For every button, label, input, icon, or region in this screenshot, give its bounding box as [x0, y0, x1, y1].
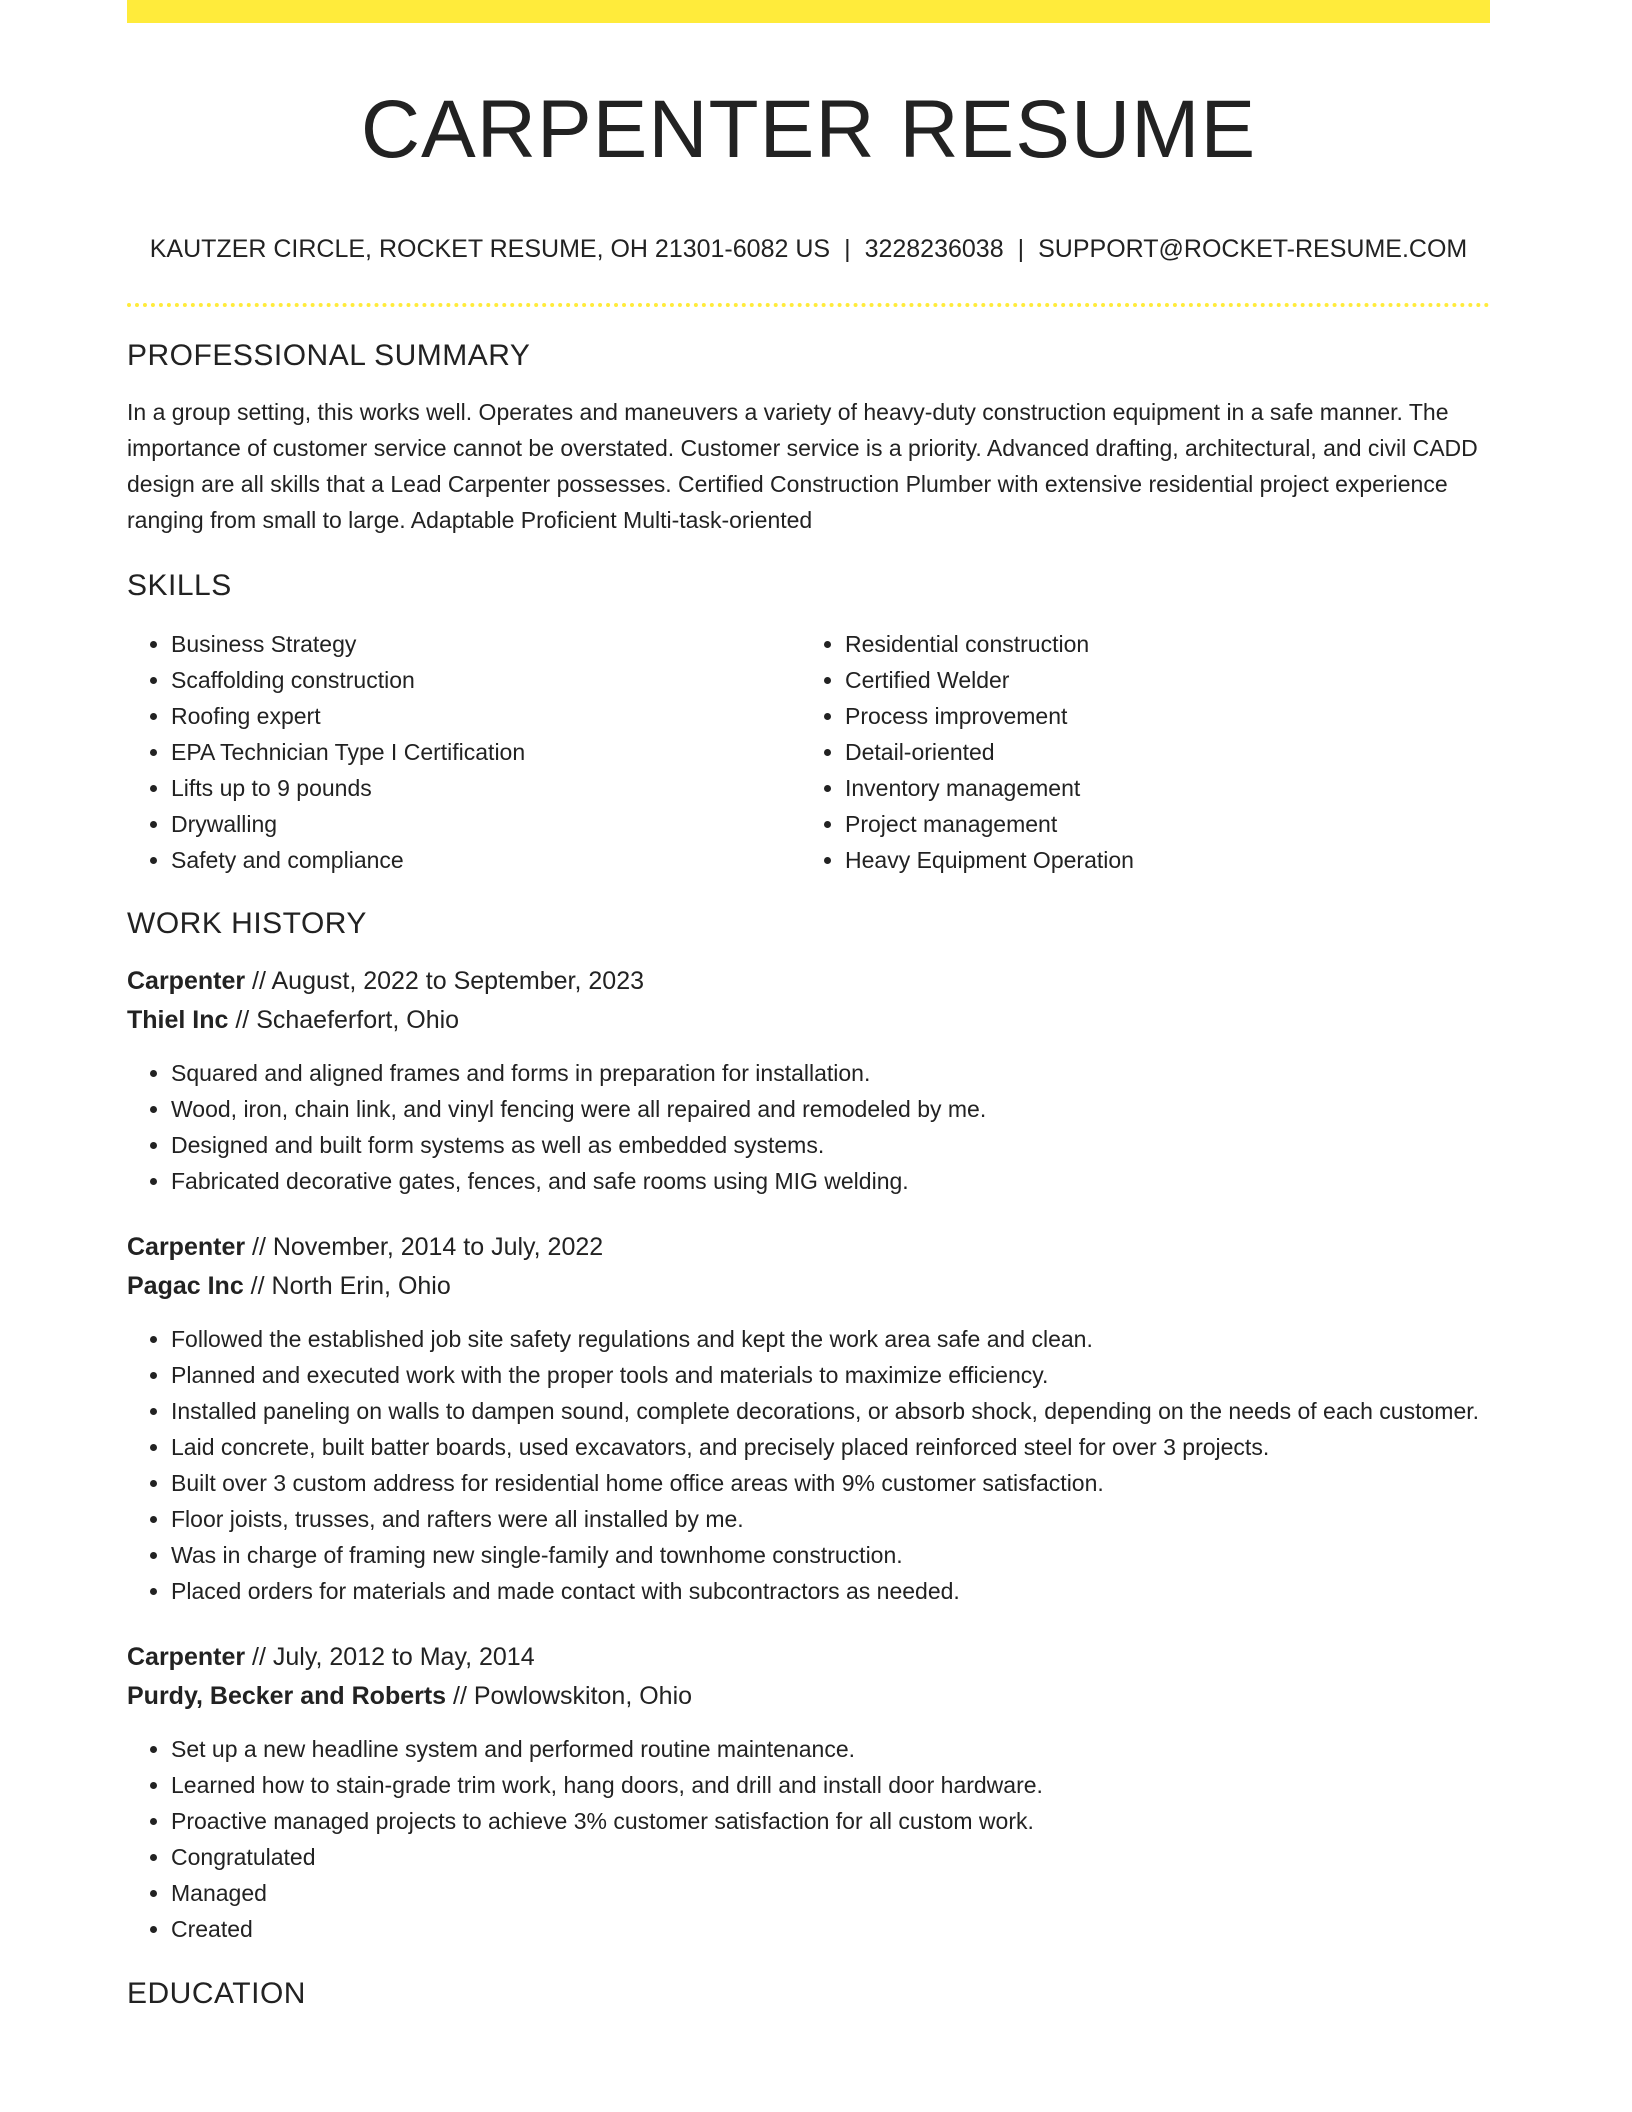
- job-company: Thiel Inc: [127, 1006, 229, 1034]
- resume-content: [127, 0, 1490, 2014]
- job-bullet: • Planned and executed work with the proper tools and materials to maximize efficiency.: [171, 1357, 1490, 1393]
- job-bullets: [127, 1731, 1490, 1947]
- job-bullet: • Congratulated: [171, 1839, 1490, 1875]
- contact-email: SUPPORT@ROCKET-RESUME.COM: [1038, 235, 1468, 263]
- job-entry: [127, 1638, 1490, 1947]
- job-bullet: • Managed: [171, 1875, 1490, 1911]
- skill-item: • Roofing expert: [171, 698, 801, 734]
- contact-separator: |: [1017, 235, 1025, 263]
- skill-item: • Inventory management: [845, 770, 1475, 806]
- contact-address: KAUTZER CIRCLE, ROCKET RESUME, OH 21301-6082 US: [149, 235, 831, 263]
- work-history-heading: WORK HISTORY: [127, 907, 367, 940]
- job-title-line: [127, 962, 1490, 1001]
- job-location: // Schaeferfort, Ohio: [228, 1006, 460, 1034]
- skill-item: • EPA Technician Type I Certification: [171, 734, 801, 770]
- job-location: // North Erin, Ohio: [243, 1272, 451, 1300]
- skill-item: • Project management: [845, 806, 1475, 842]
- skills-list-left: [127, 626, 801, 878]
- skill-item: • Certified Welder: [845, 662, 1475, 698]
- job-dates: // July, 2012 to May, 2014: [245, 1643, 535, 1671]
- job-dates: // November, 2014 to July, 2022: [245, 1233, 604, 1261]
- job-bullet: • Squared and aligned frames and forms in preparation for installation.: [171, 1055, 1490, 1091]
- job-bullet: • Set up a new headline system and performed routine maintenance.: [171, 1731, 1490, 1767]
- skill-item: • Heavy Equipment Operation: [845, 842, 1475, 878]
- job-dates: // August, 2022 to September, 2023: [245, 967, 644, 995]
- dotted-divider: [127, 303, 1490, 307]
- skill-item: • Lifts up to 9 pounds: [171, 770, 801, 806]
- job-bullet: • Fabricated decorative gates, fences, and safe rooms using MIG welding.: [171, 1163, 1490, 1199]
- job-company-line: [127, 1677, 1490, 1716]
- contact-separator: |: [844, 235, 851, 263]
- job-company-line: [127, 1001, 1490, 1040]
- job-location: // Powlowskiton, Ohio: [446, 1682, 693, 1710]
- skill-item: • Business Strategy: [171, 626, 801, 662]
- skill-item: • Process improvement: [845, 698, 1475, 734]
- skills-heading: SKILLS: [127, 569, 232, 602]
- skill-item: • Scaffolding construction: [171, 662, 801, 698]
- job-company: Purdy, Becker and Roberts: [127, 1682, 447, 1710]
- skills-columns: [127, 626, 1490, 878]
- job-bullet: • Installed paneling on walls to dampen sound, complete decorations, or absorb shock, depending on the needs of each customer.: [171, 1393, 1490, 1429]
- job-bullet: • Proactive managed projects to achieve 3% customer satisfaction for all custom work.: [171, 1803, 1490, 1839]
- contact-phone: 3228236038: [864, 235, 1004, 263]
- job-bullet: • Designed and built form systems as well as embedded systems.: [171, 1127, 1490, 1163]
- skill-item: • Residential construction: [845, 626, 1475, 662]
- job-bullet: • Built over 3 custom address for residential home office areas with 9% customer satisfaction.: [171, 1465, 1490, 1501]
- job-bullet: • Floor joists, trusses, and rafters were all installed by me.: [171, 1501, 1490, 1537]
- job-bullets: [127, 1321, 1490, 1609]
- job-bullet: • Wood, iron, chain link, and vinyl fencing were all repaired and remodeled by me.: [171, 1091, 1490, 1127]
- job-bullet: • Placed orders for materials and made contact with subcontractors as needed.: [171, 1573, 1490, 1609]
- job-bullet: • Laid concrete, built batter boards, used excavators, and precisely placed reinforced steel for over 3 projects.: [171, 1429, 1490, 1465]
- job-entry: [127, 962, 1490, 1199]
- skill-item: • Detail-oriented: [845, 734, 1475, 770]
- job-bullet: • Was in charge of framing new single-family and townhome construction.: [171, 1537, 1490, 1573]
- job-title: Carpenter: [127, 967, 246, 995]
- skill-item: • Safety and compliance: [171, 842, 801, 878]
- contact-line: [127, 233, 1490, 265]
- job-company-line: [127, 1267, 1490, 1306]
- job-title: Carpenter: [127, 1233, 246, 1261]
- job-company: Pagac Inc: [127, 1272, 244, 1300]
- skill-item: • Drywalling: [171, 806, 801, 842]
- job-title-line: [127, 1228, 1490, 1267]
- job-bullet: • Followed the established job site safety regulations and kept the work area safe and clean.: [171, 1321, 1490, 1357]
- summary-heading: PROFESSIONAL SUMMARY: [127, 339, 531, 372]
- education-heading: EDUCATION: [127, 1977, 306, 2010]
- job-bullet: • Created: [171, 1911, 1490, 1947]
- resume-title: CARPENTER RESUME: [360, 84, 1257, 175]
- job-title-line: [127, 1638, 1490, 1677]
- summary-text: In a group setting, this works well. Operates and maneuvers a variety of heavy-duty construction equipment in a safe manner. The importance of customer service cannot be overstated. Customer service is a priority. Advanced drafting, architectural, and civil CADD design are all skills that a Lead Carpenter possesses. Certified Construction Plumber with extensive residential project experience ranging from small to large. Adaptable Proficient Multi-task-oriented: [127, 399, 1478, 533]
- job-bullets: [127, 1055, 1490, 1199]
- skills-list-right: [801, 626, 1475, 878]
- job-bullet: • Learned how to stain-grade trim work, hang doors, and drill and install door hardware.: [171, 1767, 1490, 1803]
- job-entry: [127, 1228, 1490, 1609]
- job-title: Carpenter: [127, 1643, 246, 1671]
